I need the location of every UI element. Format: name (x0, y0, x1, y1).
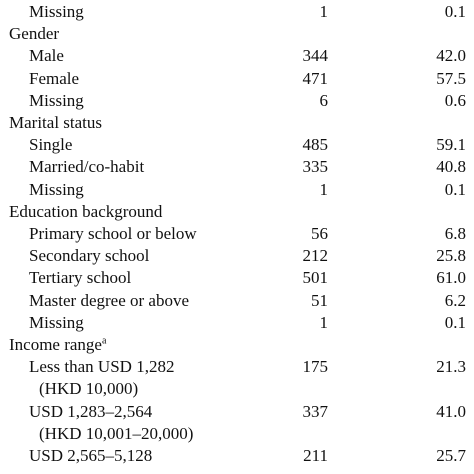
table-row (0, 267, 474, 289)
row-label (29, 267, 131, 289)
row-label (39, 423, 193, 445)
count-cell: 6 (319, 90, 328, 110)
table-row (0, 156, 474, 178)
row-label-text: Gender (9, 24, 60, 44)
row-label-text: Married/co-habit (29, 157, 145, 177)
table-row (0, 223, 474, 245)
footnote-marker: a (101, 335, 107, 347)
percent-cell: 57.5 (436, 68, 466, 88)
row-label-text: Income range (9, 335, 102, 354)
count-cell: 344 (302, 46, 328, 66)
table-row (0, 401, 474, 423)
row-label-text: Primary school or below (29, 224, 197, 243)
percent-cell: 0.1 (444, 179, 466, 199)
count-cell: 501 (302, 268, 328, 288)
row-label-text: Single (29, 135, 73, 155)
row-label (29, 312, 84, 334)
row-label-text: Tertiary school (29, 268, 132, 288)
row-label (29, 223, 197, 245)
percent-cell: 0.1 (444, 2, 466, 21)
percent-cell: 25.8 (436, 246, 466, 266)
table-row (0, 134, 474, 156)
row-label (29, 156, 144, 178)
percent-cell: 6.8 (444, 224, 466, 243)
percent-cell: 0.1 (444, 312, 466, 332)
row-label (29, 90, 84, 112)
table-section-header (0, 201, 474, 223)
table-row (0, 1, 474, 23)
row-label (39, 378, 138, 400)
percent-cell: 42.0 (436, 46, 466, 66)
row-label-text: Education background (9, 201, 163, 221)
table-section-header (0, 112, 474, 134)
row-label-text: Missing (29, 90, 84, 110)
row-label-text: USD 2,565–5,128 (29, 446, 153, 465)
row-label-text: Missing (29, 2, 84, 21)
row-label (29, 134, 72, 156)
count-cell: 1 (319, 312, 328, 332)
table-section-header (0, 334, 474, 356)
percent-cell: 40.8 (436, 157, 466, 177)
row-label (29, 290, 189, 312)
percent-cell: 6.2 (444, 290, 466, 310)
row-label-text: Male (29, 46, 64, 66)
count-cell: 175 (302, 357, 328, 377)
percent-cell: 21.3 (436, 357, 466, 377)
count-cell: 335 (302, 157, 328, 177)
table-row (0, 445, 474, 467)
row-label-text: Missing (29, 179, 84, 199)
row-label (29, 401, 152, 423)
percent-cell: 25.7 (436, 446, 466, 465)
row-label (9, 23, 59, 45)
row-label (29, 445, 152, 467)
count-cell: 471 (302, 68, 328, 88)
row-label (29, 45, 64, 67)
table-row (0, 90, 474, 112)
count-cell: 51 (311, 290, 328, 310)
percent-cell: 0.6 (444, 90, 466, 110)
percent-cell: 59.1 (436, 135, 466, 155)
count-cell: 211 (303, 446, 328, 465)
row-label-text: Missing (29, 312, 84, 332)
row-label (29, 245, 149, 267)
count-cell: 1 (319, 2, 328, 21)
row-label (29, 1, 84, 23)
row-label-text: USD 1,283–2,564 (29, 401, 153, 421)
count-cell: 337 (302, 401, 328, 421)
row-label (29, 179, 84, 201)
count-cell: 485 (302, 135, 328, 155)
row-label (29, 68, 79, 90)
table-row-continuation (0, 378, 474, 400)
row-label-text: Female (29, 68, 80, 88)
table-row (0, 356, 474, 378)
table-row-continuation (0, 423, 474, 445)
percent-cell: 61.0 (436, 268, 466, 288)
row-label-text: Less than USD 1,282 (29, 357, 175, 377)
row-label (29, 356, 174, 378)
table-row (0, 245, 474, 267)
row-label-text: Secondary school (29, 246, 150, 266)
row-label-text: Master degree or above (29, 290, 190, 310)
row-label (9, 201, 162, 223)
table-row (0, 179, 474, 201)
table-section-header (0, 23, 474, 45)
count-cell: 212 (302, 246, 328, 266)
row-label-text: Marital status (9, 113, 103, 132)
row-label-text: (HKD 10,000) (39, 379, 139, 399)
row-label (9, 112, 102, 134)
percent-cell: 41.0 (436, 401, 466, 421)
row-label (9, 334, 106, 356)
row-label-text: (HKD 10,001–20,000) (39, 423, 194, 443)
table-row (0, 290, 474, 312)
table-row (0, 68, 474, 90)
count-cell: 56 (311, 224, 328, 243)
count-cell: 1 (319, 179, 328, 199)
table-row (0, 312, 474, 334)
table-row (0, 45, 474, 67)
